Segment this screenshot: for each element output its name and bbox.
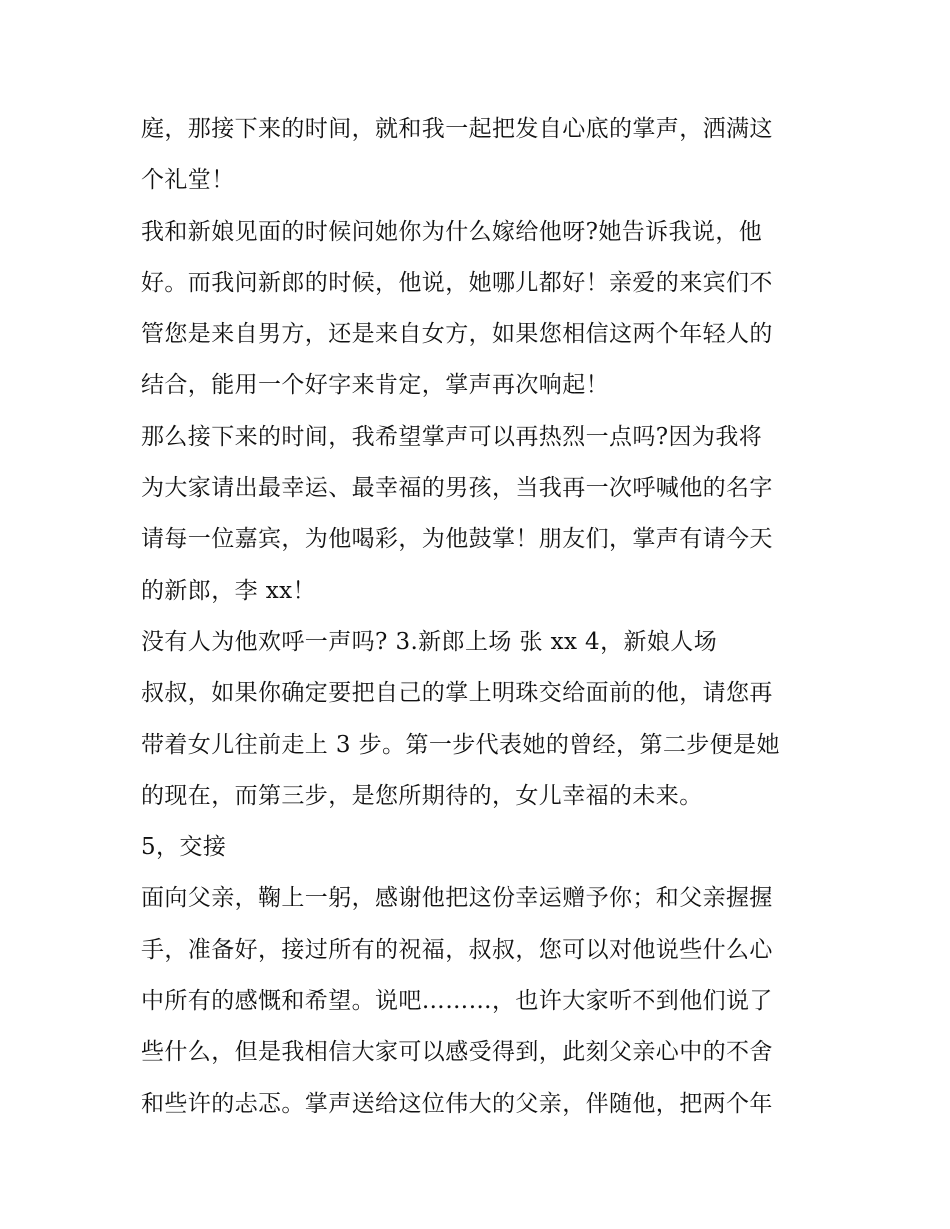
text-line: 的现在，而第三步，是您所期待的，女儿幸福的未来。 [141, 782, 703, 809]
text-line: 那么接下来的时间，我希望掌声可以再热烈一点吗?因为我将 [141, 423, 763, 450]
text-line: 的新郎，李 xx！ [141, 577, 316, 604]
text-line: 管您是来自男方，还是来自女方，如果您相信这两个年轻人的 [141, 321, 773, 348]
text-line: 庭，那接下来的时间，就和我一起把发自心底的掌声，洒满这 [141, 116, 773, 142]
text-line: 面向父亲，鞠上一躬，感谢他把这份幸运赠予你；和父亲握握 [141, 885, 773, 912]
text-line: 手，准备好，接过所有的祝福，叔叔，您可以对他说些什么心 [141, 936, 773, 963]
text-line: 请每一位嘉宾，为他喝彩，为他鼓掌！朋友们，掌声有请今天 [141, 526, 773, 553]
text-line: 和些许的忐忑。掌声送给这位伟大的父亲，伴随他，把两个年 [141, 1090, 773, 1117]
text-line: 没有人为他欢呼一声吗? 3.新郎上场 张 xx 4，新娘人场 [141, 628, 718, 655]
text-line: 中所有的感慨和希望。说吧………，也许大家听不到他们说了 [141, 988, 773, 1015]
text-line: 结合，能用一个好字来肯定，掌声再次响起！ [141, 372, 609, 399]
text-line: 为大家请出最幸运、最幸福的男孩，当我再一次呼喊他的名字 [141, 475, 773, 502]
text-line: 好。而我问新郎的时候，他说，她哪儿都好！亲爱的来宾们不 [141, 269, 773, 296]
text-line: 叔叔，如果你确定要把自己的掌上明珠交给面前的他，请您再 [141, 680, 773, 707]
text-line: 个礼堂！ [141, 167, 235, 194]
text-line: 我和新娘见面的时候问她你为什么嫁给他呀?她告诉我说，他 [141, 218, 763, 245]
document-body [141, 104, 821, 1130]
text-line: 带着女儿往前走上 3 步。第一步代表她的曾经，第二步便是她 [141, 731, 780, 758]
text-line: 些什么，但是我相信大家可以感受得到，此刻父亲心中的不舍 [141, 1039, 773, 1066]
section-heading: 5，交接 [141, 834, 227, 861]
